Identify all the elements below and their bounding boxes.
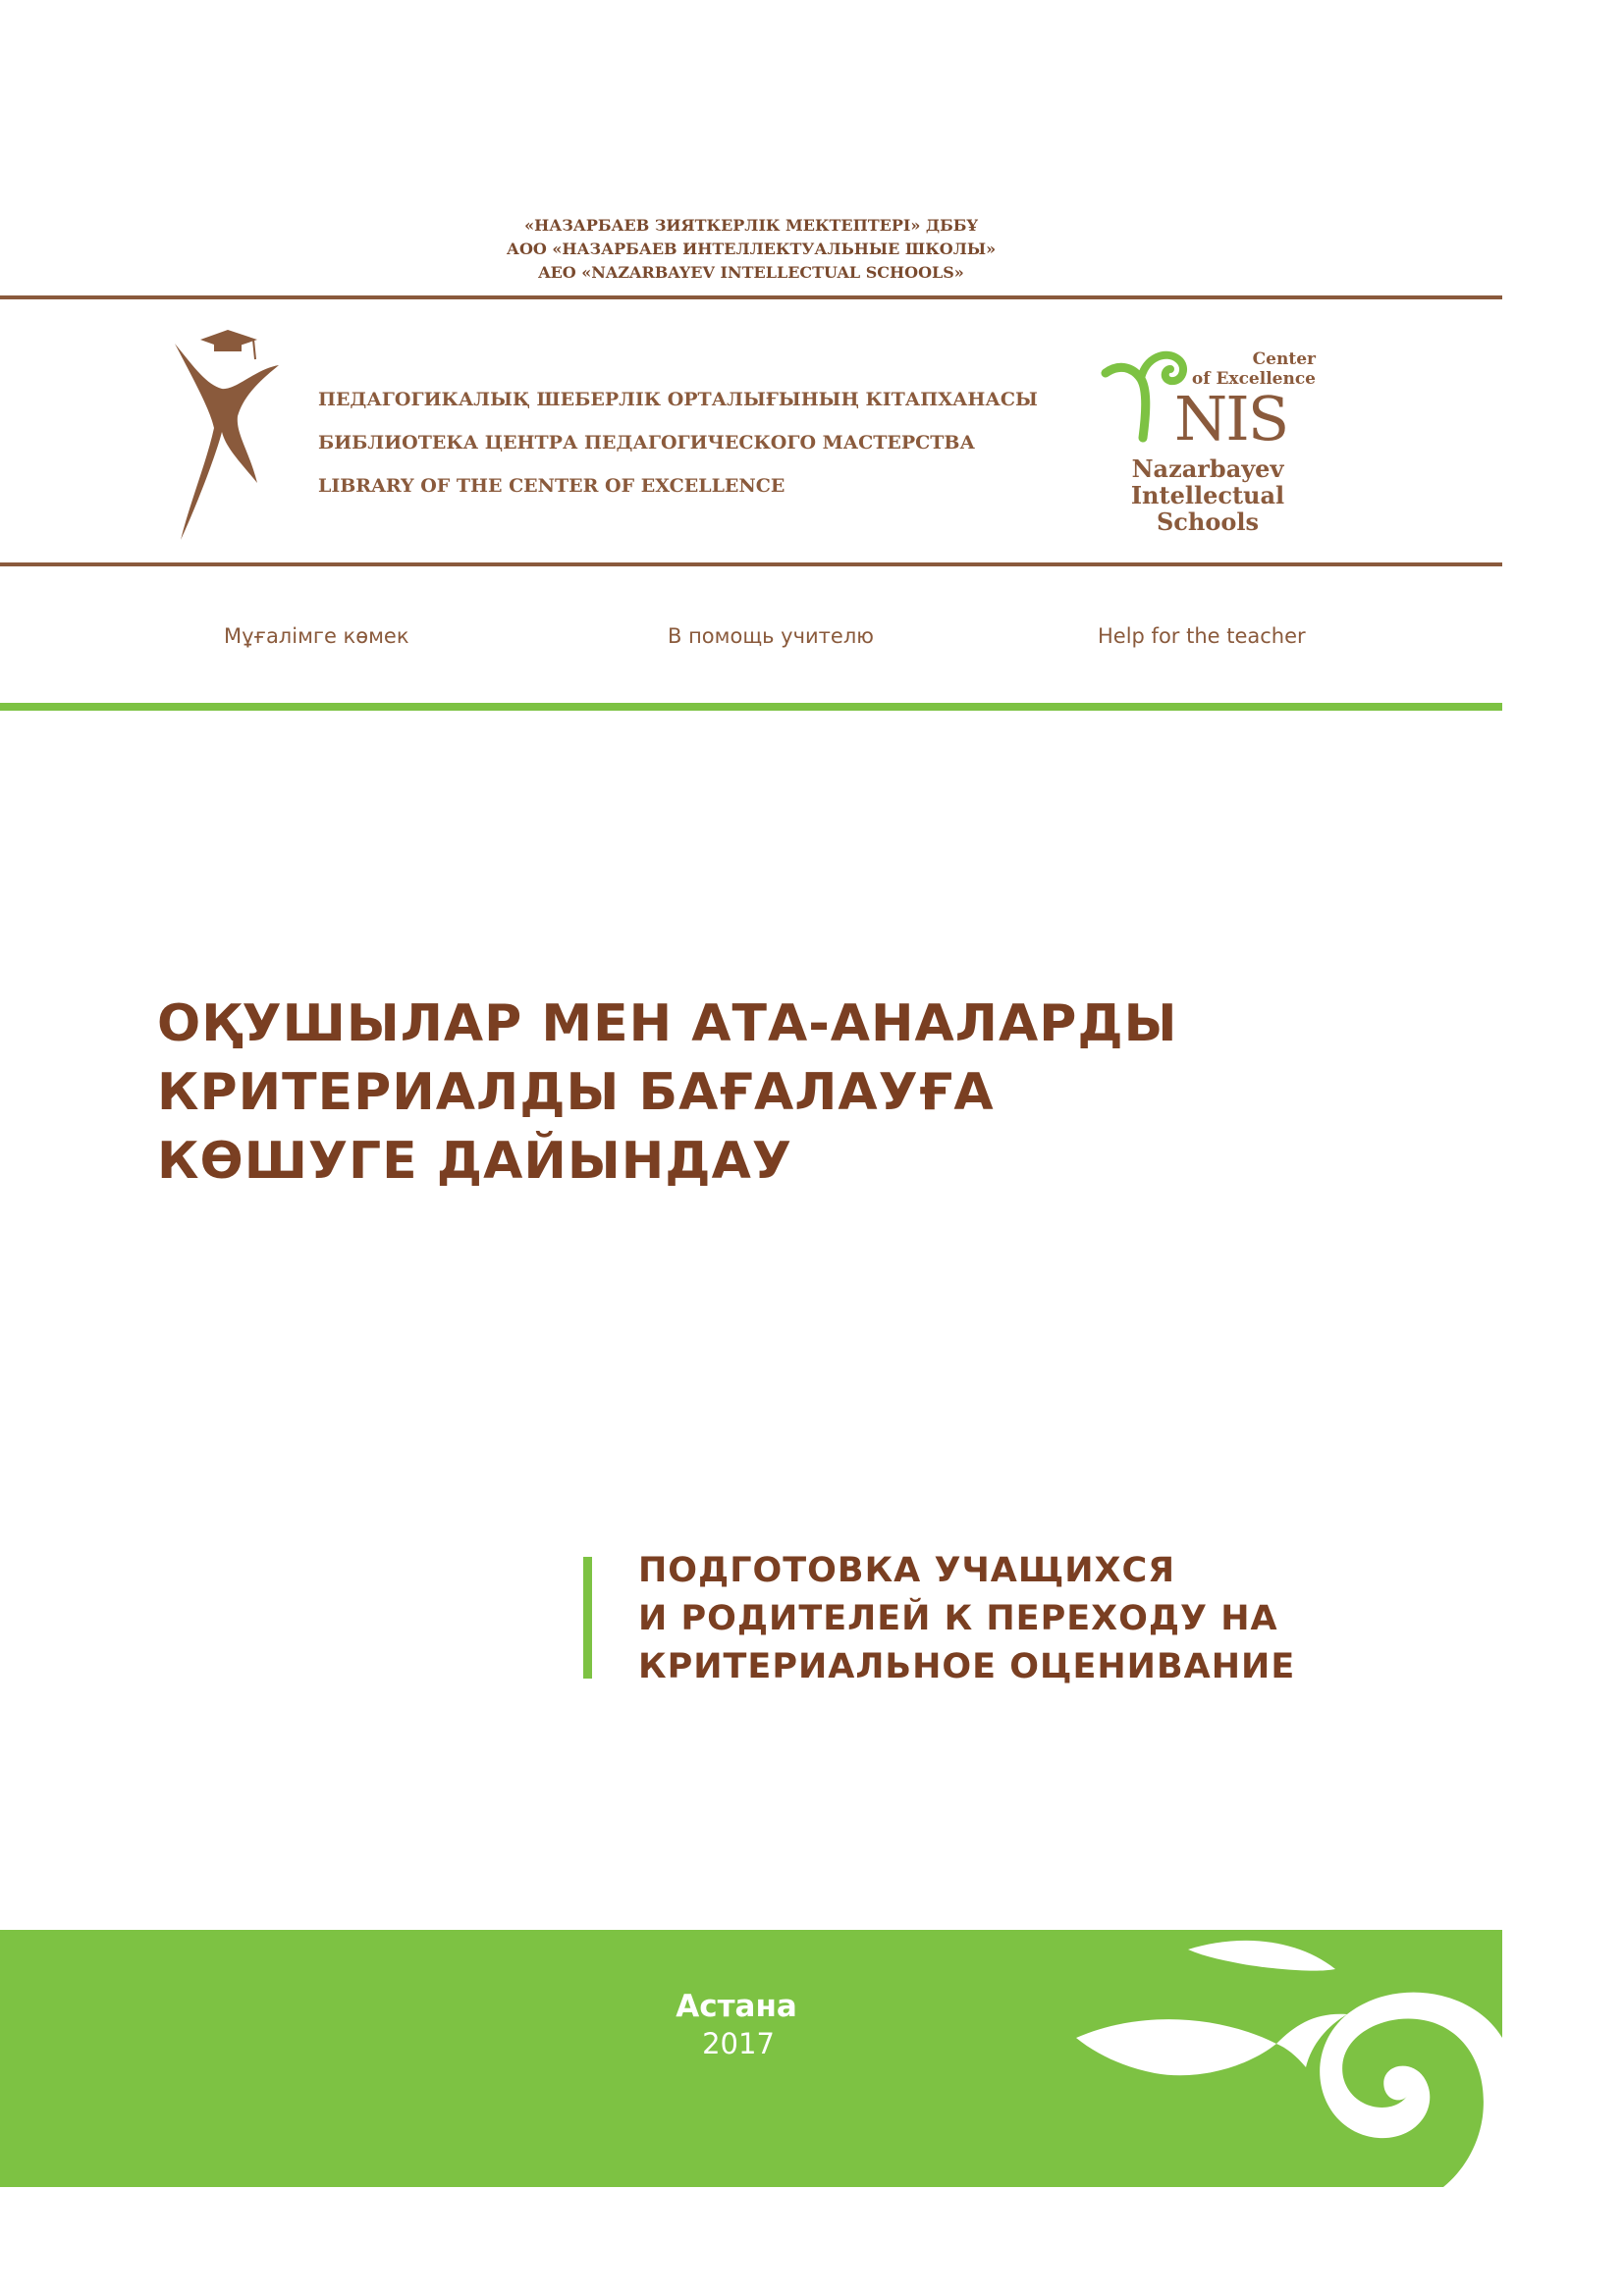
nis-name-line2: Intellectual xyxy=(1130,481,1285,509)
library-title-kz: ПЕДАГОГИКАЛЫҚ ШЕБЕРЛІК ОРТАЛЫҒЫНЫҢ КІТАПХАНАСЫ xyxy=(318,389,1038,410)
publication-year: 2017 xyxy=(702,2027,775,2060)
org-header xyxy=(0,214,1502,285)
subtitle-accent-bar xyxy=(583,1557,592,1679)
main-title-line2: КРИТЕРИАЛДЫ БАҒАЛАУҒА xyxy=(157,1063,995,1122)
series-label-kz: Мұғалімге көмек xyxy=(224,624,409,648)
library-title-ru: БИБЛИОТЕКА ЦЕНТРА ПЕДАГОГИЧЕСКОГО МАСТЕРСТВА xyxy=(318,432,975,454)
main-title xyxy=(157,989,1178,1196)
org-header-line-kz: «НАЗАРБАЕВ ЗИЯТКЕРЛІК МЕКТЕПТЕРІ» ДББҰ xyxy=(524,216,978,235)
publication-city: Астана xyxy=(676,1989,797,2024)
library-divider xyxy=(0,562,1502,566)
nis-name-line1: Nazarbayev xyxy=(1131,454,1284,483)
org-header-line-ru: АОО «НАЗАРБАЕВ ИНТЕЛЛЕКТУАЛЬНЫЕ ШКОЛЫ» xyxy=(506,240,997,258)
series-label-en: Help for the teacher xyxy=(1098,624,1306,648)
subtitle-line2: И РОДИТЕЛЕЙ К ПЕРЕХОДУ НА xyxy=(638,1599,1278,1638)
subtitle xyxy=(638,1547,1295,1691)
nis-abbr: NIS xyxy=(1174,383,1288,454)
series-divider xyxy=(0,703,1502,711)
nis-center-label: Center xyxy=(1252,349,1316,369)
library-logo-icon xyxy=(163,326,291,547)
subtitle-line1: ПОДГОТОВКА УЧАЩИХСЯ xyxy=(638,1551,1176,1590)
org-header-line-en: AEO «NAZARBAYEV INTELLECTUAL SCHOOLS» xyxy=(538,263,964,282)
nis-excellence-label: of Excellence xyxy=(1191,369,1316,389)
library-title xyxy=(318,378,1038,507)
main-title-line1: ОҚУШЫЛАР МЕН АТА-АНАЛАРДЫ xyxy=(157,994,1178,1053)
nis-logo xyxy=(1100,344,1316,550)
nis-name-line3: Schools xyxy=(1156,507,1260,536)
library-title-en: LIBRARY OF THE CENTER OF EXCELLENCE xyxy=(318,475,785,497)
series-label-ru: В помощь учителю xyxy=(668,624,874,648)
main-title-line3: КӨШУГЕ ДАЙЫНДАУ xyxy=(157,1132,792,1191)
top-divider xyxy=(0,295,1502,299)
subtitle-line3: КРИТЕРИАЛЬНОЕ ОЦЕНИВАНИЕ xyxy=(638,1647,1296,1686)
